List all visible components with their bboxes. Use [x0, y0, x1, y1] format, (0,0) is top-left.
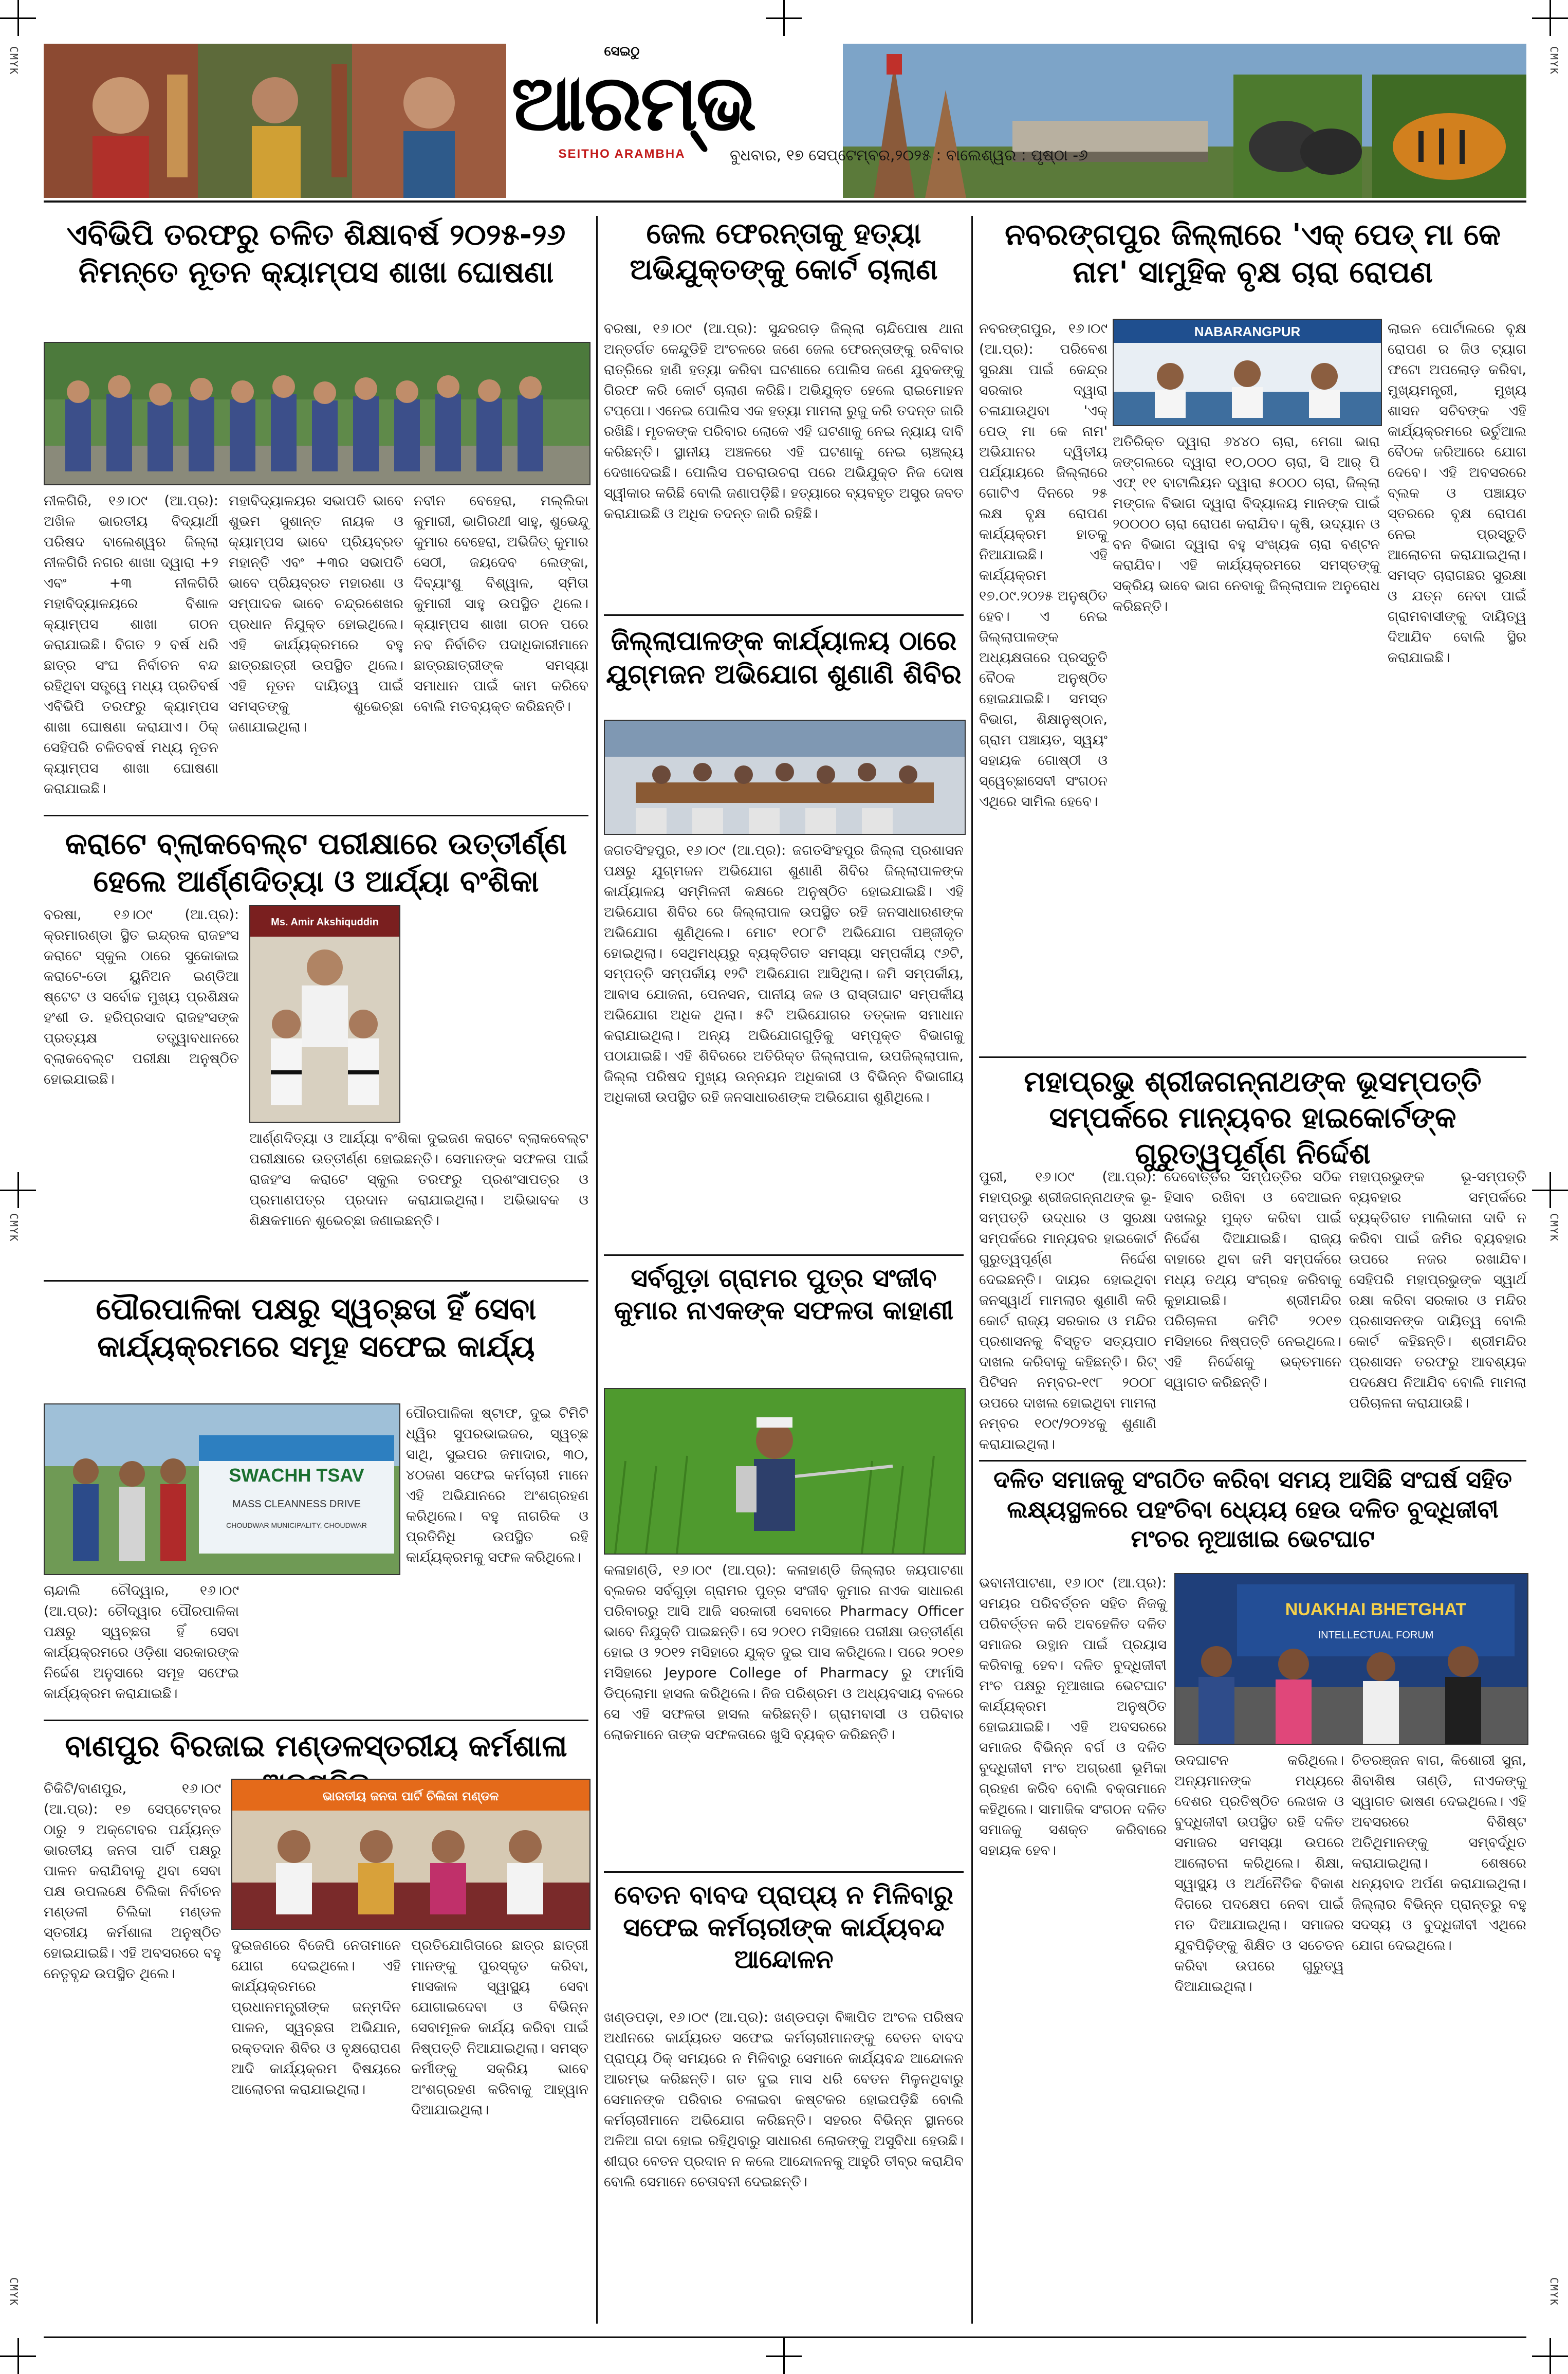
- karate-photo-caption: Ms. Amir Akshiquddin: [271, 917, 379, 928]
- abvp-photo: [44, 342, 591, 485]
- abvp-rule: [44, 815, 588, 816]
- jagannath-body-col3: ମହାପ୍ରଭୁଙ୍କ ଭୂ-ସମ୍ପତ୍ତି ବ୍ୟବହାର ସମ୍ପର୍କରେ ବ୍ୟକ୍ତିଗତ ମାଲିକାନା ଦାବି ନ କରିବା ପାଇଁ ଜମିର ବ୍ୟବହାର ଉପରେ ନଜର ରଖାଯିବ। ସେହିପରି ମହାପ୍ରଭୁଙ୍କ ସ୍ୱାର୍ଥ ରକ୍ଷା କରିବା ସରକାର ଓ ମନ୍ଦିର ପ୍ରଶାସନଙ୍କ ଦାୟିତ୍ୱ ବୋଲି କୋର୍ଟ କହିଛନ୍ତି। ଶ୍ରୀମନ୍ଦିର ପ୍ରଶାସନ ତରଫରୁ ଆବଶ୍ୟକ ପଦକ୍ଷେପ ନିଆଯିବ ବୋଲି ମାମଲା ପରିଚାଳନା କରାଯାଉଛି।: [1349, 1169, 1526, 1411]
- masthead-photo-left: [44, 44, 506, 198]
- bottom-rule: [44, 2336, 1526, 2338]
- registration-mark-mid-left: [0, 1172, 36, 1208]
- karate-headline: କରାଟେ ବ୍ଲାକବେଲ୍ଟ ପରୀକ୍ଷାରେ ଉତ୍ତୀର୍ଣ୍ଣ ହେଲେ ଆର୍ଣ୍ଣଦିତ୍ୟା ଓ ଆର୍ଯ୍ୟା ବଂଶିକା: [65, 826, 567, 899]
- dalit-photo-sub: INTELLECTUAL FORUM: [1318, 1630, 1434, 1641]
- swachhata-banner-place: CHOUDWAR MUNICIPALITY, CHOUDWAR: [226, 1521, 367, 1529]
- newspaper-logo: [511, 44, 755, 167]
- murder-body: ବରଷା, ୧୬।୦୯ (ଆ.ପ୍ର): ସୁନ୍ଦରଗଡ଼ ଜିଲ୍ଲା ଚାନ୍ଦିପୋଷ ଥାନା ଅନ୍ତର୍ଗତ କେନ୍ଦୁଡିହି ଅଂଚଳରେ ଜଣେ ଜେଲ ଫେରନ୍ତାଙ୍କୁ ରବିବାର ରାତ୍ରିରେ ହାଣି ହତ୍ୟା କରିବା ଘଟଣାରେ ପୋଲିସ ଜଣେ ଯୁବକଙ୍କୁ ଗିରଫ କରି କୋର୍ଟ ଚାଲାଣ କରିଛି। ଅଭିଯୁକ୍ତ ହେଲେ ରାଇମୋହନ ଟପ୍ପୋ। ଏନେଇ ପୋଲିସ ଏକ ହତ୍ୟା ମାମଲା ରୁଜୁ କରି ତଦନ୍ତ ଜାରି ରଖିଛି। ମୃତକଙ୍କ ପରିବାର ଲୋକେ ଏହି ଘଟଣାକୁ ନେଇ ନ୍ୟାୟ ଦାବି କରିଛନ୍ତି। ସ୍ଥାନୀୟ ଅଞ୍ଚଳରେ ଏହି ଘଟଣାକୁ ନେଇ ଚାଞ୍ଚଲ୍ୟ ଦେଖାଦେଇଛି। ପୋଲିସ ପଚରାଉଚରା ପରେ ଅଭିଯୁକ୍ତ ନିଜ ଦୋଷ ସ୍ୱୀକାର କରିଛି ବୋଲି ଜଣାପଡ଼ିଛି। ହତ୍ୟାରେ ବ୍ୟବହୃତ ଅସ୍ତ୍ର ଜବତ କରାଯାଇଛି ଓ ଅଧିକ ତଦନ୍ତ ଜାରି ରହିଛି।: [604, 321, 964, 522]
- abvp-body-col3: ନବୀନ ବେହେରା, ମଲ୍ଲିକା କୁମାରୀ, ଭାଗିରଥୀ ସାହୁ, ଶୁଭେନ୍ଦୁ କୁମାର ବେହେରା, ଅଭିଜିତ୍ କୁମାର ସେଠୀ, ଜୟଦେବ ଲେଙ୍କା, ଦିବ୍ୟାଂଶୁ ବିଶ୍ୱାଳ, ସ୍ମିତା କୁମାରୀ ସାହୁ ଉପସ୍ଥିତ ଥିଲେ। କ୍ୟାମ୍ପସ ଶାଖା ଗଠନ ପରେ ନବ ନିର୍ବାଚିତ ପଦାଧିକାରୀମାନେ ଛାତ୍ରଛାତ୍ରୀଙ୍କ ସମସ୍ୟା ସମାଧାନ ପାଇଁ କାମ କରିବେ ବୋଲି ମତବ୍ୟକ୍ତ କରିଛନ୍ତି।: [414, 493, 588, 715]
- logo-subtitle: SEITHO ARAMBHA: [558, 147, 686, 161]
- workshop-headline: ବାଣପୁର ବିରଜାଇ ମଣ୍ଡଳସ୍ତରୀୟ କର୍ମଶାଳା: [65, 1728, 567, 1763]
- plantation-photo-banner: NABARANGPUR: [1194, 324, 1301, 339]
- farmer-rule: [604, 1871, 964, 1873]
- swachhata-rule: [44, 1720, 588, 1721]
- abvp-body-col1: ନୀଳଗିରି, ୧୬।୦୯ (ଆ.ପ୍ର): ଅଖିଳ ଭାରତୀୟ ବିଦ୍ୟାର୍ଥୀ ପରିଷଦ ବାଲେଶ୍ୱର ଜିଲ୍ଲା ନୀଳଗିରି ନଗର ଶାଖା ଦ୍ୱାରା +୨ ଏବଂ +୩ ନୀଳଗିରି ମହାବିଦ୍ୟାଳୟରେ ବିଶାଳ କ୍ୟାମ୍ପସ ଶାଖା ଗଠନ କରାଯାଇଛି। ବିଗତ ୨ ବର୍ଷ ଧରି ଛାତ୍ର ସଂଘ ନିର୍ବାଚନ ବନ୍ଦ ରହିଥିବା ସତ୍ତ୍ୱେ ମଧ୍ୟ ପ୍ରତିବର୍ଷ ଏବିଭିପି ତରଫରୁ କ୍ୟାମ୍ପସ ଶାଖା ଘୋଷଣା କରାଯାଏ। ଠିକ୍ ସେହିପରି ଚଳିତବର୍ଷ ମଧ୍ୟ ନୂତନ କ୍ୟାମ୍ପସ ଶାଖା ଘୋଷଣା କରାଯାଇଛି।: [44, 493, 218, 797]
- grievance-photo: [604, 720, 966, 835]
- plantation-photo: [1113, 319, 1382, 426]
- plantation-headline: ନବରଙ୍ଗପୁର ଜିଲ୍ଲାରେ 'ଏକ୍ ପେଡ୍ ମା କେ ନାମ' ସାମୁହିକ ବୃକ୍ଷ ଚାରା ରୋପଣ: [1005, 217, 1501, 289]
- grievance-rule: [604, 1254, 964, 1256]
- logo-tagline: ସେଇଠୁ: [604, 44, 640, 59]
- swachhata-banner-sub: MASS CLEANNESS DRIVE: [232, 1499, 361, 1510]
- cmyk-marker-top-right: CMYK: [1548, 46, 1560, 76]
- workshop-body-col2: ଦୁଇଜଣରେ ବିଜେପି ନେତାମାନେ ଯୋଗ ଦେଇଥିଲେ। ଏହି କାର୍ଯ୍ୟକ୍ରମରେ ପ୍ରଧାନମନ୍ତ୍ରୀଙ୍କ ଜନ୍ମଦିନ ପାଳନ, ସ୍ୱଚ୍ଛତା ଅଭିଯାନ, ରକ୍ତଦାନ ଶିବିର ଓ ବୃକ୍ଷରୋପଣ ଆଦି କାର୍ଯ୍ୟକ୍ରମ ବିଷୟରେ ଆଲୋଚନା କରାଯାଇଥିଲା।: [231, 1938, 401, 2097]
- jagannath-body-col1: ପୁରୀ, ୧୬।୦୯ (ଆ.ପ୍ର): ମହାପ୍ରଭୁ ଶ୍ରୀଜଗନ୍ନାଥଙ୍କ ଭୂ-ସମ୍ପତ୍ତି ଉଦ୍ଧାର ଓ ସୁରକ୍ଷା ସମ୍ପର୍କରେ ମାନ୍ୟବର ହାଇକୋର୍ଟ ଗୁରୁତ୍ୱପୂର୍ଣ୍ଣ ନିର୍ଦ୍ଦେଶ ଦେଇଛନ୍ତି। ଦାୟର ହୋଇଥିବା ଜନସ୍ୱାର୍ଥ ମାମଲାର ଶୁଣାଣି କରି କୋର୍ଟ ରାଜ୍ୟ ସରକାର ଓ ମନ୍ଦିର ପ୍ରଶାସନକୁ ବିସ୍ତୃତ ସତ୍ୟପାଠ ଦାଖଲ କରିବାକୁ କହିଛନ୍ତି। ରିଟ୍ ପିଟିସନ ନମ୍ବର-୧୯୮ ୨୦୦୮ ଉପରେ ଦାଖଲ ହୋଇଥିବା ମାମଲା ନମ୍ବର ୧୦୯/୨୦୨୪କୁ ଶୁଣାଣି କରାଯାଇଥିଲା।: [979, 1169, 1156, 1452]
- logo-title: ଆରମ୍ଭ: [511, 59, 755, 148]
- jagannath-body-col2: ଦେବୋତ୍ତର ସମ୍ପତ୍ତିର ସଠିକ ହିସାବ ରଖିବା ଓ ବେଆଇନ ଦଖଲରୁ ମୁକ୍ତ କରିବା ପାଇଁ ନିର୍ଦ୍ଦେଶ ଦିଆଯାଇଛି। ରାଜ୍ୟ ବାହାରେ ଥିବା ଜମି ସମ୍ପର୍କରେ ମଧ୍ୟ ତଥ୍ୟ ସଂଗ୍ରହ କରିବାକୁ କୁହାଯାଇଛି। ଶ୍ରୀମନ୍ଦିର ପରିଚାଳନା କମିଟି ୨୦୧୭ ମସିହାରେ ନିଷ୍ପତ୍ତି ନେଇଥିଲେ। ଏହି ନିର୍ଦ୍ଦେଶକୁ ଭକ୍ତମାନେ ସ୍ୱାଗତ କରିଛନ୍ତି।: [1164, 1169, 1341, 1391]
- protest-body: ଖଣ୍ଡପଡ଼ା, ୧୬।୦୯ (ଆ.ପ୍ର): ଖଣ୍ଡପଡ଼ା ବିଜ୍ଞାପିତ ଅଂଚଳ ପରିଷଦ ଅଧୀନରେ କାର୍ଯ୍ୟରତ ସଫେଇ କର୍ମଚାରୀମାନଙ୍କୁ ବେତନ ବାବଦ ପ୍ରାପ୍ୟ ଠିକ୍ ସମୟରେ ନ ମିଳିବାରୁ ସେମାନେ କାର୍ଯ୍ୟବନ୍ଦ ଆନ୍ଦୋଳନ ଆରମ୍ଭ କରିଛନ୍ତି। ଗତ ଦୁଇ ମାସ ଧରି ବେତନ ମିଳୁନଥିବାରୁ ସେମାନଙ୍କ ପରିବାର ଚଳାଇବା କଷ୍ଟକର ହୋଇପଡ଼ିଛି ବୋଲି କର୍ମଚାରୀମାନେ ଅଭିଯୋଗ କରିଛନ୍ତି। ସହରର ବିଭିନ୍ନ ସ୍ଥାନରେ ଅଳିଆ ଗଦା ହୋଇ ରହିଥିବାରୁ ସାଧାରଣ ଲୋକଙ୍କୁ ଅସୁବିଧା ହେଉଛି। ଶୀଘ୍ର ବେତନ ପ୍ରଦାନ ନ କଲେ ଆନ୍ଦୋଳନକୁ ଆହୁରି ତୀବ୍ର କରାଯିବ ବୋଲି ସେମାନେ ଚେତାବନୀ ଦେଇଛନ୍ତି।: [604, 2010, 964, 2190]
- registration-mark-top-center: [766, 0, 802, 36]
- jagannath-headline: ମହାପ୍ରଭୁ ଶ୍ରୀଜଗନ୍ନାଥଙ୍କ ଭୂସମ୍ପତ୍ତି ସମ୍ପର୍କରେ ମାନ୍ୟବର ହାଇକୋର୍ଟଙ୍କ ଗୁରୁତ୍ୱପୂର୍ଣ୍ଣ ନିର୍ଦ୍ଦେଶ: [1024, 1065, 1482, 1171]
- masthead-rule: [44, 200, 1526, 203]
- plantation-body-col2: ଅତିରିକ୍ତ ଦ୍ୱାରା ୬୪୪୦ ଚାରା, ମେଗା ଭାରା ଜଙ୍ଗଲରେ ଦ୍ୱାରା ୧୦,୦୦୦ ଚାରା, ସି ଆର୍ ପି ଏଫ୍ ୧୧ ବାଟାଲିୟନ ଦ୍ୱାରା ୫୦୦୦ ଚାରା, ଜିଲ୍ଲା ମଙ୍ଗଳ ବିଭାଗ ଦ୍ୱାରା ବିଦ୍ୟାଳୟ ମାନଙ୍କ ପାଇଁ ୨୦୦୦୦ ଚାରା ରୋପଣ କରାଯିବ। କୃଷି, ଉଦ୍ୟାନ ଓ ବନ ବିଭାଗ ଦ୍ୱାରା ବହୁ ସଂଖ୍ୟକ ଚାରା ବଣ୍ଟନ କରାଯିବ। ଏହି କାର୍ଯ୍ୟକ୍ରମରେ ସମସ୍ତଙ୍କୁ ସକ୍ରିୟ ଭାବେ ଭାଗ ନେବାକୁ ଜିଲ୍ଲାପାଳ ଅନୁରୋଧ କରିଛନ୍ତି।: [1113, 434, 1380, 614]
- registration-mark-top-left: [0, 0, 36, 36]
- dalit-body-col1: ଭବାନୀପାଟଣା, ୧୬।୦୯ (ଆ.ପ୍ର): ସମୟର ପରିବର୍ତ୍ତନ ସହିତ ନିଜକୁ ପରିବର୍ତ୍ତନ କରି ଅବହେଳିତ ଦଳିତ ସମାଜର ଉତ୍ଥାନ ପାଇଁ ପ୍ରୟାସ କରିବାକୁ ହେବ। ଦଳିତ ବୁଦ୍ଧିଜୀବୀ ମଂଚ ପକ୍ଷରୁ ନୂଆଖାଇ ଭେଟଘାଟ କାର୍ଯ୍ୟକ୍ରମ ଅନୁଷ୍ଠିତ ହୋଇଯାଇଛି। ଏହି ଅବସରରେ ସମାଜର ବିଭିନ୍ନ ବର୍ଗ ଓ ଦଳିତ ବୁଦ୍ଧିଜୀବୀ ମଂଚ ଅଗ୍ରଣୀ ଭୂମିକା ଗ୍ରହଣ କରିବ ବୋଲି ବକ୍ତାମାନେ କହିଥିଲେ। ସାମାଜିକ ସଂଗଠନ ଦଳିତ ସମାଜକୁ ସଶକ୍ତ କରିବାରେ ସହାୟକ ହେବ।: [979, 1575, 1167, 1858]
- cmyk-marker-mid-left: CMYK: [8, 1213, 20, 1243]
- karate-body-col1: ବରଷା, ୧୬।୦୯ (ଆ.ପ୍ର): କ୍ରମାରଣ୍ଡା ସ୍ଥିତ ଇନ୍ଦ୍ରକ ରାଜହଂସ କରାଟେ ସ୍କୁଲ ଠାରେ ସୁକୋକାଇ କରାଟେ-ଡୋ ୟୁନିଅନ ଇଣ୍ଡିଆ ଷ୍ଟେଟ ଓ ସର୍ବୋଚ୍ଚ ମୁଖ୍ୟ ପ୍ରଶିକ୍ଷକ ହଂଶୀ ଡ. ହରିପ୍ରସାଦ ରାଜହଂସଙ୍କ ପ୍ରତ୍ୟକ୍ଷ ତତ୍ତ୍ୱାବଧାନରେ ବ୍ଲାକବେଲ୍ଟ ପରୀକ୍ଷା ଅନୁଷ୍ଠିତ ହୋଇଯାଇଛି।: [44, 907, 239, 1087]
- murder-headline: ଜେଲ ଫେରନ୍ତାକୁ ହତ୍ୟା ଅଭିଯୁକ୍ତଙ୍କୁ କୋର୍ଟ ଚାଲାଣ: [630, 217, 938, 286]
- swachhata-banner-title: SWACHH TSAV: [229, 1465, 364, 1486]
- dalit-body-col3: ଚିତରଞ୍ଜନ ବାଗ, କିଶୋରୀ ସୁନା, ଶିବାଶିଷ ତାଣ୍ଡି, ନାଏକଙ୍କୁ ସ୍ୱାଗତ ଭାଷଣ ଦେଇଥିଲେ। ଏହି ଅବସରରେ ବିଶିଷ୍ଟ ଅତିଥିମାନଙ୍କୁ ସମ୍ବର୍ଦ୍ଧିତ କରାଯାଇଥିଲା। ଶେଷରେ ଧନ୍ୟବାଦ ଅର୍ପଣ କରାଯାଇଥିଲା। ଜିଲ୍ଲାର ବିଭିନ୍ନ ପ୍ରାନ୍ତରୁ ବହୁ ସଦସ୍ୟ ଓ ବୁଦ୍ଧିଜୀବୀ ଏଥିରେ ଯୋଗ ଦେଇଥିଲେ।: [1352, 1752, 1526, 1953]
- cmyk-marker-mid-right: CMYK: [1548, 1213, 1560, 1243]
- murder-rule: [604, 614, 964, 616]
- cmyk-marker-bottom-left: CMYK: [8, 2277, 20, 2307]
- plantation-body-col1: ନବରଙ୍ଗପୁର, ୧୬।୦୯ (ଆ.ପ୍ର): ପରିବେଶ ସୁରକ୍ଷା ପାଇଁ କେନ୍ଦ୍ର ସରକାର ଦ୍ୱାରା ଚଳାଯାଉଥିବା 'ଏକ୍ ପେଡ୍ ମା କେ ନାମ' ଅଭିଯାନର ଦ୍ୱିତୀୟ ପର୍ଯ୍ୟାୟରେ ଜିଲ୍ଲାରେ ଗୋଟିଏ ଦିନରେ ୨୫ ଲକ୍ଷ ବୃକ୍ଷ ରୋପଣ କାର୍ଯ୍ୟକ୍ରମ ହାତକୁ ନିଆଯାଇଛି। ଏହି କାର୍ଯ୍ୟକ୍ରମ ୧୭.୦୯.୨୦୨୫ ଅନୁଷ୍ଠିତ ହେବ। ଏ ନେଇ ଜିଲ୍ଲାପାଳଙ୍କ ଅଧ୍ୟକ୍ଷତାରେ ପ୍ରସ୍ତୁତି ବୈଠକ ଅନୁଷ୍ଠିତ ହୋଇଯାଇଛି। ସମସ୍ତ ବିଭାଗ, ଶିକ୍ଷାନୁଷ୍ଠାନ, ଗ୍ରାମ ପଞ୍ଚାୟତ, ସ୍ୱୟଂ ସହାୟକ ଗୋଷ୍ଠୀ ଓ ସ୍ୱେଚ୍ଛାସେବୀ ସଂଗଠନ ଏଥିରେ ସାମିଲ ହେବେ।: [979, 321, 1108, 810]
- workshop-photo: [231, 1779, 591, 1930]
- registration-mark-bottom-left: [0, 2338, 36, 2374]
- registration-mark-bottom-right: [1532, 2338, 1568, 2374]
- column-divider-1: [596, 216, 598, 2324]
- registration-mark-mid-right: [1532, 1172, 1568, 1208]
- workshop-body-col3: ପ୍ରତିଯୋଗିତାରେ ଛାତ୍ର ଛାତ୍ରୀ ମାନଙ୍କୁ ପୁରସ୍କୃତ କରିବା, ମାସକାଳ ସ୍ୱାସ୍ଥ୍ୟ ସେବା ଯୋଗାଇଦେବା ଓ ବିଭିନ୍ନ ସେବାମୂଳକ କାର୍ଯ୍ୟ କରିବା ପାଇଁ ନିଷ୍ପତ୍ତି ନିଆଯାଇଥିଲା। ସମସ୍ତ କର୍ମୀଙ୍କୁ ସକ୍ରିୟ ଭାବେ ଅଂଶଗ୍ରହଣ କରିବାକୁ ଆହ୍ୱାନ ଦିଆଯାଇଥିଲା।: [411, 1938, 588, 2118]
- cmyk-marker-bottom-right: CMYK: [1548, 2277, 1560, 2307]
- farmer-headline: ସର୍ବଗୁଡ଼ା ଗ୍ରାମର ପୁତ୍ର ସଂଜୀବ କୁମାର ନାଏକଙ୍କ ସଫଳତା କାହାଣୀ: [614, 1263, 954, 1325]
- registration-mark-bottom-center: [766, 2338, 802, 2374]
- protest-headline: ବେତନ ବାବଦ ପ୍ରାପ୍ୟ ନ ମିଳିବାରୁ ସଫେଇ କର୍ମଚାରୀଙ୍କ କାର୍ଯ୍ୟବନ୍ଦ ଆନ୍ଦୋଳନ: [614, 1880, 954, 1974]
- farmer-photo: [604, 1388, 966, 1555]
- dalit-headline: ଦଳିତ ସମାଜକୁ ସଂଗଠିତ କରିବା ସମୟ ଆସିଛି ସଂଘର୍ଷ ସହିତ ଲକ୍ଷ୍ୟସ୍ଥଳରେ ପହଂଚିବା ଧ୍ୟେୟ ହେଉ ଦଳିତ ବୁଦ୍ଧିଜୀବୀ ମଂଚର ନୂଆଖାଇ ଭେଟଘାଟ: [993, 1466, 1512, 1553]
- swachhata-body-col2: ପୌରପାଳିକା ଷ୍ଟାଫ, ଦୁଇ ଟିମିଟି ଧ୍ୱିର ସୁପରଭାଇଜର, ସ୍ୱଚ୍ଛ ସାଥି, ସୁଇପର ଜମାଦାର, ୩୦, ୪୦ଜଣ ସଫେଇ କର୍ମଚାରୀ ମାନେ ଏହି ଅଭିଯାନରେ ଅଂଶଗ୍ରହଣ କରିଥିଲେ। ବହୁ ନାଗରିକ ଓ ପ୍ରତିନିଧି ଉପସ୍ଥିତ ରହି କାର୍ଯ୍ୟକ୍ରମକୁ ସଫଳ କରିଥିଲେ।: [406, 1405, 588, 1565]
- cmyk-marker-top-left: CMYK: [8, 46, 20, 76]
- swachhata-headline: ପୌରପାଳିକା ପକ୍ଷରୁ ସ୍ୱଚ୍ଛତା ହିଁ ସେବା କାର୍ଯ୍ୟକ୍ରମରେ ସମୂହ ସଫେଇ କାର୍ଯ୍ୟ: [96, 1291, 537, 1364]
- jagannath-rule: [979, 1460, 1526, 1462]
- karate-body-col2: ଆର୍ଣ୍ଣଦିତ୍ୟା ଓ ଆର୍ଯ୍ୟା ବଂଶିକା ଦୁଇଜଣ କରାଟେ ବ୍ଲାକବେଲ୍ଟ ପରୀକ୍ଷାରେ ଉତ୍ତୀର୍ଣ୍ଣ ହୋଇଛନ୍ତି। ସେମାନଙ୍କ ସଫଳତା ପାଇଁ ରାଜହଂସ କରାଟେ ସ୍କୁଲ ତରଫରୁ ପ୍ରଶଂସାପତ୍ର ଓ ପ୍ରମାଣପତ୍ର ପ୍ରଦାନ କରାଯାଇଥିଲା। ଅଭିଭାବକ ଓ ଶିକ୍ଷକମାନେ ଶୁଭେଚ୍ଛା ଜଣାଇଛନ୍ତି।: [249, 1130, 588, 1229]
- masthead-photo-right: [843, 44, 1526, 198]
- grievance-headline: ଜିଲ୍ଲାପାଳଙ୍କ କାର୍ଯ୍ୟାଳୟ ଠାରେ ଯୁଗ୍ମଜନ ଅଭିଯୋଗ ଶୁଣାଣି ଶିବିର: [606, 626, 962, 690]
- dalit-body-col2: ଉଦଘାଟନ କରିଥିଲେ। ଅନ୍ୟମାନଙ୍କ ମଧ୍ୟରେ ଦେଶର ପ୍ରତିଷ୍ଠିତ ଲେଖକ ଓ ବୁଦ୍ଧିଜୀବୀ ଉପସ୍ଥିତ ରହି ଦଳିତ ସମାଜର ସମସ୍ୟା ଉପରେ ଆଲୋଚନା କରିଥିଲେ। ଶିକ୍ଷା, ସ୍ୱାସ୍ଥ୍ୟ ଓ ଅର୍ଥନୈତିକ ବିକାଶ ଦିଗରେ ପଦକ୍ଷେପ ନେବା ପାଇଁ ମତ ଦିଆଯାଇଥିଲା। ସମାଜର ଯୁବପିଢ଼ିଙ୍କୁ ଶିକ୍ଷିତ ଓ ସଚେତନ କରିବା ଉପରେ ଗୁରୁତ୍ୱ ଦିଆଯାଇଥିଲା।: [1174, 1752, 1344, 1995]
- swachhata-photo: [44, 1403, 400, 1575]
- dateline: ବୁଧବାର, ୧୭ ସେପ୍ଟେମ୍ବର,୨୦୨୫ : ବାଲେଶ୍ୱର : ପୃଷ୍ଠା -୬: [730, 147, 1088, 165]
- plantation-rule: [979, 1056, 1526, 1058]
- column-divider-2: [971, 216, 973, 2324]
- swachhata-body-col1: ଚାନ୍ଦାଲି ଚୌଦ୍ୱାର, ୧୬।୦୯ (ଆ.ପ୍ର): ଚୌଦ୍ୱାର ପୌରପାଳିକା ପକ୍ଷରୁ ସ୍ୱଚ୍ଛତା ହିଁ ସେବା କାର୍ଯ୍ୟକ୍ରମରେ ଓଡ଼ିଶା ସରକାରଙ୍କ ନିର୍ଦ୍ଦେଶ ଅନୁସାରେ ସମୂହ ସଫେଇ କାର୍ଯ୍ୟକ୍ରମ କରାଯାଇଛି।: [44, 1583, 239, 1702]
- karate-rule: [44, 1280, 588, 1282]
- plantation-body-col3: ଲାଇନ ପୋର୍ଟାଲରେ ବୃକ୍ଷ ରୋପଣ ର ଜିଓ ଟ୍ୟାଗ ଫଟୋ ଅପଲୋଡ଼ କରିବା, ମୁଖ୍ୟମନ୍ତ୍ରୀ, ମୁଖ୍ୟ ଶାସନ ସଚିବଙ୍କ ଏହି କାର୍ଯ୍ୟକ୍ରମରେ ଭର୍ଚୁଆଲ ବୈଠକ ଜରିଆରେ ଯୋଗ ଦେବେ। ଏହି ଅବସରରେ ବ୍ଲକ ଓ ପଞ୍ଚାୟତ ସ୍ତରରେ ବୃକ୍ଷ ରୋପଣ ନେଇ ପ୍ରସ୍ତୁତି ଆଲୋଚନା କରାଯାଇଥିଲା। ସମସ୍ତ ଚାରାଗଛର ସୁରକ୍ଷା ଓ ଯତ୍ନ ନେବା ପାଇଁ ଗ୍ରାମବାସୀଙ୍କୁ ଦାୟିତ୍ୱ ଦିଆଯିବ ବୋଲି ସ୍ଥିର କରାଯାଇଛି।: [1388, 321, 1526, 666]
- workshop-body-col1: ଚିକିଟି/ବାଣପୁର, ୧୬।୦୯ (ଆ.ପ୍ର): ୧୭ ସେପ୍ଟେମ୍ବର ଠାରୁ ୨ ଅକ୍ଟୋବର ପର୍ଯ୍ୟନ୍ତ ଭାରତୀୟ ଜନତା ପାର୍ଟି ପକ୍ଷରୁ ପାଳନ କରାଯିବାକୁ ଥିବା ସେବା ପକ୍ଷ ଉପଲକ୍ଷେ ଚିଲିକା ନିର୍ବାଚନ ମଣ୍ଡଳୀ ଚିଲିକା ମଣ୍ଡଳ ସ୍ତରୀୟ କର୍ମଶାଳା ଅନୁଷ୍ଠିତ ହୋଇଯାଇଛି। ଏହି ଅବସରରେ ବହୁ ନେତୃବୃନ୍ଦ ଉପସ୍ଥିତ ଥିଲେ।: [44, 1781, 221, 1982]
- karate-photo: [249, 905, 400, 1123]
- dalit-photo: [1174, 1573, 1528, 1745]
- dalit-photo-banner: NUAKHAI BHETGHAT: [1285, 1600, 1467, 1619]
- farmer-body: କଳାହାଣ୍ଡି, ୧୬।୦୯ (ଆ.ପ୍ର): କଳାହାଣ୍ଡି ଜିଲ୍ଲାର ଜୟପାଟଣା ବ୍ଲକର ସର୍ବଗୁଡ଼ା ଗ୍ରାମର ପୁତ୍ର ସଂଜୀବ କୁମାର ନାଏକ ସାଧାରଣ ପରିବାରରୁ ଆସି ଆଜି ସରକାରୀ ସେବାରେ Pharmacy Officer ଭାବେ ନିଯୁକ୍ତି ପାଇଛନ୍ତି। ସେ ୨୦୧୦ ମସିହାରେ ପରୀକ୍ଷା ଉତ୍ତୀର୍ଣ୍ଣ ହୋଇ ଓ ୨୦୧୨ ମସିହାରେ ଯୁକ୍ତ ଦୁଇ ପାସ କରିଥିଲେ। ପରେ ୨୦୧୭ ମସିହାରେ Jeypore College of Pharmacy ରୁ ଫାର୍ମାସି ଡିପ୍ଲୋମା ହାସଲ କରିଥିଲେ। ନିଜ ପରିଶ୍ରମ ଓ ଅଧ୍ୟବସାୟ ବଳରେ ସେ ଏହି ସଫଳତା ହାସଲ କରିଛନ୍ତି। ଗ୍ରାମବାସୀ ଓ ପରିବାର ଲୋକମାନେ ତାଙ୍କ ସଫଳତାରେ ଖୁସି ବ୍ୟକ୍ତ କରିଛନ୍ତି।: [604, 1562, 964, 1743]
- grievance-body: ଜଗତସିଂହପୁର, ୧୬।୦୯ (ଆ.ପ୍ର): ଜଗତସିଂହପୁର ଜିଲ୍ଲା ପ୍ରଶାସନ ପକ୍ଷରୁ ଯୁଗ୍ମଜନ ଅଭିଯୋଗ ଶୁଣାଣି ଶିବିର ଜିଲ୍ଲାପାଳଙ୍କ କାର୍ଯ୍ୟାଳୟ ସମ୍ମିଳନୀ କକ୍ଷରେ ଅନୁଷ୍ଠିତ ହୋଇଯାଇଛି। ଏହି ଅଭିଯୋଗ ଶିବିର ରେ ଜିଲ୍ଲାପାଳ ଉପସ୍ଥିତ ରହି ଜନସାଧାରଣଙ୍କ ଅଭିଯୋଗ ଶୁଣିଥିଲେ। ମୋଟ ୧୦୮ଟି ଅଭିଯୋଗ ପଞ୍ଜୀକୃତ ହୋଇଥିଲା। ସେଥିମଧ୍ୟରୁ ବ୍ୟକ୍ତିଗତ ସମସ୍ୟା ସମ୍ପର୍କୀୟ ୯୬ଟି, ସମ୍ପତ୍ତି ସମ୍ପର୍କୀୟ ୧୨ଟି ଅଭିଯୋଗ ଆସିଥିଲା। ଜମି ସମ୍ପର୍କୀୟ, ଆବାସ ଯୋଜନା, ପେନସନ, ପାନୀୟ ଜଳ ଓ ରାସ୍ତାଘାଟ ସମ୍ପର୍କୀୟ ଅଭିଯୋଗ ଅଧିକ ଥିଲା। ୫ଟି ଅଭିଯୋଗର ତତ୍କାଳ ସମାଧାନ କରାଯାଇଥିଲା। ଅନ୍ୟ ଅଭିଯୋଗଗୁଡ଼ିକୁ ସମ୍ପୃକ୍ତ ବିଭାଗକୁ ପଠାଯାଇଛି। ଏହି ଶିବିରରେ ଅତିରିକ୍ତ ଜିଲ୍ଲାପାଳ, ଉପଜିଲ୍ଲାପାଳ, ଜିଲ୍ଲା ପରିଷଦ ମୁଖ୍ୟ ଉନ୍ନୟନ ଅଧିକାରୀ ଓ ବିଭିନ୍ନ ବିଭାଗୀୟ ଅଧିକାରୀ ଉପସ୍ଥିତ ରହି ଜନସାଧାରଣଙ୍କ ଅଭିଯୋଗ ଶୁଣିଥିଲେ।: [604, 843, 964, 1105]
- workshop-photo-banner: ଭାରତୀୟ ଜନତା ପାର୍ଟି ଚିଲିକା ମଣ୍ଡଳ: [322, 1789, 499, 1803]
- abvp-headline: ଏବିଭିପି ତରଫରୁ ଚଳିତ ଶିକ୍ଷାବର୍ଷ ୨୦୨୫-୨୬ ନିମନ୍ତେ ନୂତନ କ୍ୟାମ୍ପସ ଶାଖା ଘୋଷଣା: [66, 217, 566, 289]
- abvp-body-col2: ମହାବିଦ୍ୟାଳୟର ସଭାପତି ଭାବେ ଶୁଭମ ସୁଶାନ୍ତ ନାୟକ ଓ କ୍ୟାମ୍ପସ ଭାବେ ପ୍ରିୟବ୍ରତ ମହାନ୍ତି ଏବଂ +୩ର ସଭାପତି ଭାବେ ପ୍ରିୟବ୍ରତ ମହାରଣା ଓ ସମ୍ପାଦକ ଭାବେ ଚନ୍ଦ୍ରଶେଖର ପ୍ରଧାନ ନିଯୁକ୍ତ ହୋଇଥିଲେ। ଏହି କାର୍ଯ୍ୟକ୍ରମରେ ବହୁ ଛାତ୍ରଛାତ୍ରୀ ଉପସ୍ଥିତ ଥିଲେ। ଏହି ନୂତନ ଦାୟିତ୍ୱ ପାଇଁ ସମସ୍ତଙ୍କୁ ଶୁଭେଚ୍ଛା ଜଣାଯାଇଥିଲା।: [229, 493, 403, 735]
- registration-mark-top-right: [1532, 0, 1568, 36]
